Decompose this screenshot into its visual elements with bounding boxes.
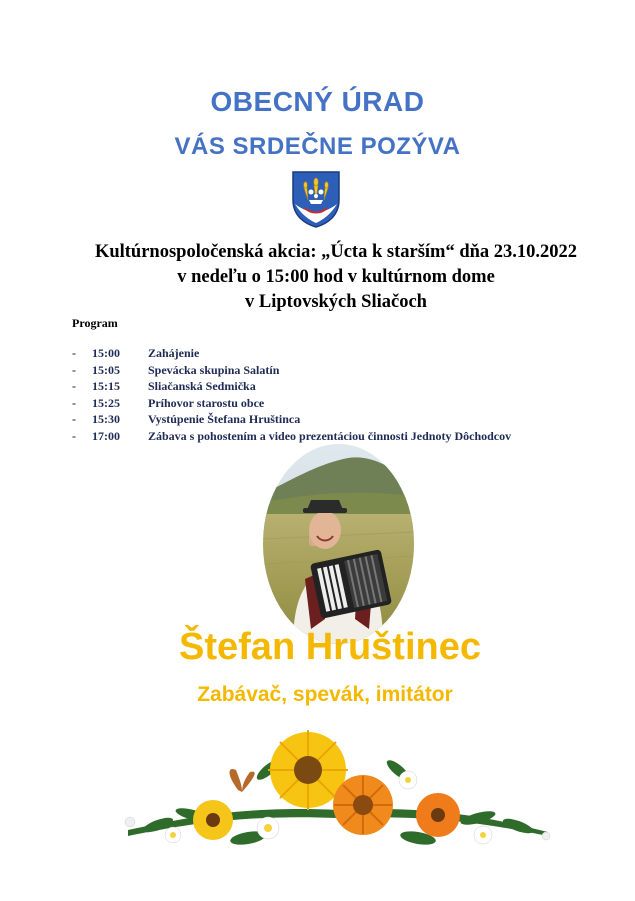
program-heading: Program <box>72 316 118 330</box>
performer-photo <box>263 444 414 644</box>
event-line-3: v Liptovských Sliačoch <box>245 292 427 312</box>
program-time: 15:15 <box>92 379 120 393</box>
program-time: 17:00 <box>92 428 120 443</box>
list-bullet: - <box>72 412 76 426</box>
list-bullet: - <box>72 346 76 360</box>
program-time: 15:25 <box>92 395 120 410</box>
page-subtitle: VÁS SRDEČNE POZÝVA <box>174 133 461 160</box>
program-activity: Príhovor starostu obce <box>148 395 265 410</box>
program-activity: Spevácka skupina Salatín <box>148 362 280 377</box>
list-bullet: - <box>72 362 76 377</box>
program-time: 15:00 <box>92 346 120 360</box>
program-activity: Zábava s pohostením a video prezentáciou činnosti Jednoty Dôchodcov <box>148 428 512 443</box>
coat-of-arms-icon <box>291 170 341 228</box>
list-bullet: - <box>72 395 76 410</box>
program-activity: Sliačanská Sedmička <box>148 379 256 393</box>
event-line-1: Kultúrnospoločenská akcia: „Úcta k starším“ dňa 23.10.2022 <box>94 242 578 262</box>
program-time: 15:05 <box>92 362 120 377</box>
performer-name: Štefan Hruštinec <box>179 626 481 668</box>
program-activity: Vystúpenie Štefana Hruštinca <box>148 412 301 426</box>
program-time: 15:30 <box>92 412 120 426</box>
list-bullet: - <box>72 428 76 443</box>
event-line-2: v nedeľu o 15:00 hod v kultúrnom dome <box>177 267 495 287</box>
performer-tagline: Zabávač, spevák, imitátor <box>197 683 453 706</box>
page-title: OBECNÝ ÚRAD <box>210 86 425 117</box>
list-bullet: - <box>72 379 76 393</box>
program-activity: Zahájenie <box>148 346 200 360</box>
flower-garland <box>118 710 558 860</box>
